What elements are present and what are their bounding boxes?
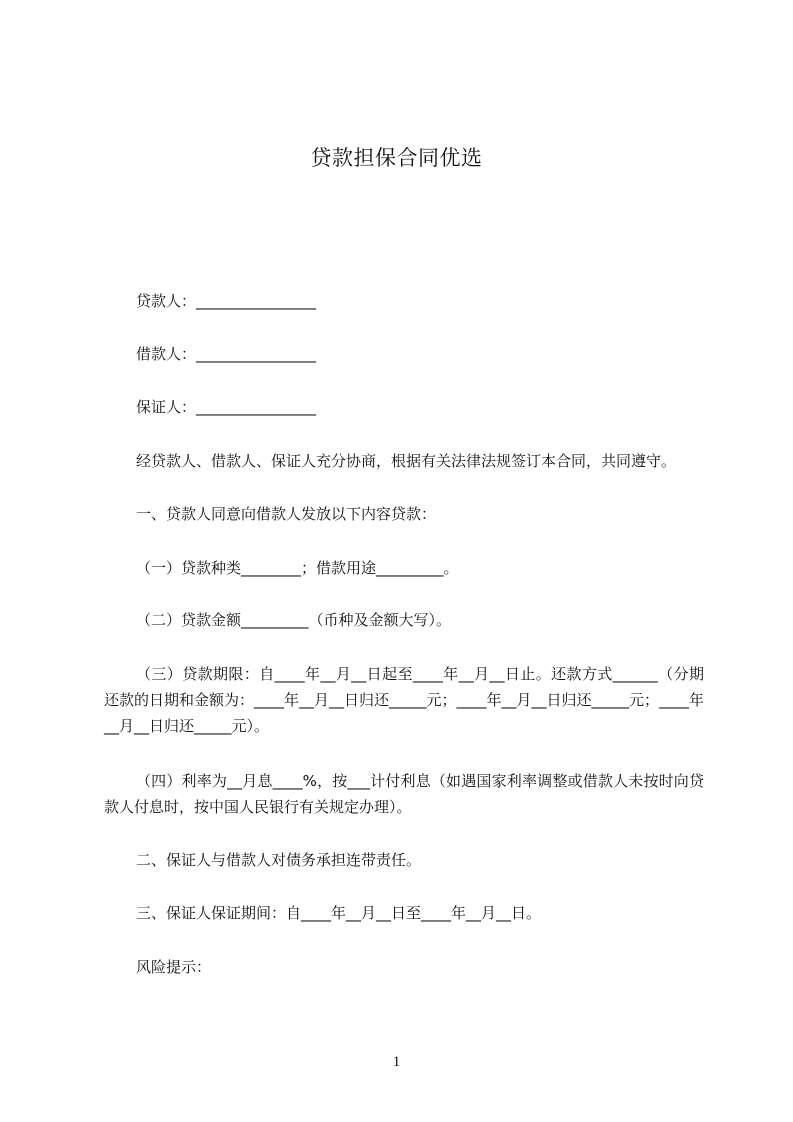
- section-1-item-4: （四）利率为__月息____%，按___计付利息（如遇国家利率调整或借款人未按时向贷款人付息时，按中国人民银行有关规定办理）。: [104, 772, 704, 816]
- section-1-heading: 一、贷款人同意向借款人发放以下内容贷款：: [136, 505, 437, 523]
- document-title: 贷款担保合同优选: [310, 146, 483, 170]
- section-1-item-1: （一）贷款种类________；借款用途_________。: [136, 559, 459, 577]
- section-1-item-2: （二）贷款金额_________（币种及金额大写）。: [136, 611, 452, 629]
- section-3: 三、保证人保证期间：自____年__月__日至____年__月__日。: [136, 904, 542, 922]
- section-1-item-3: （三）贷款期限：自____年__月__日起至____年__月__日止。还款方式______（分期还款的日期和金额为：____年__月__日归还_____元；____年__月__日归还_____元；____年__月__日归还_____元）。: [104, 665, 705, 735]
- lender-line: 贷款人：________________: [136, 292, 317, 310]
- borrower-line: 借款人：________________: [136, 345, 317, 363]
- intro-paragraph: 经贷款人、借款人、保证人充分协商，根据有关法律法规签订本合同，共同遵守。: [136, 452, 677, 470]
- guarantor-line: 保证人：________________: [136, 398, 317, 416]
- page-number: 1: [392, 1054, 401, 1070]
- section-2: 二、保证人与借款人对债务承担连带责任。: [136, 851, 422, 869]
- risk-label: 风险提示：: [136, 958, 212, 976]
